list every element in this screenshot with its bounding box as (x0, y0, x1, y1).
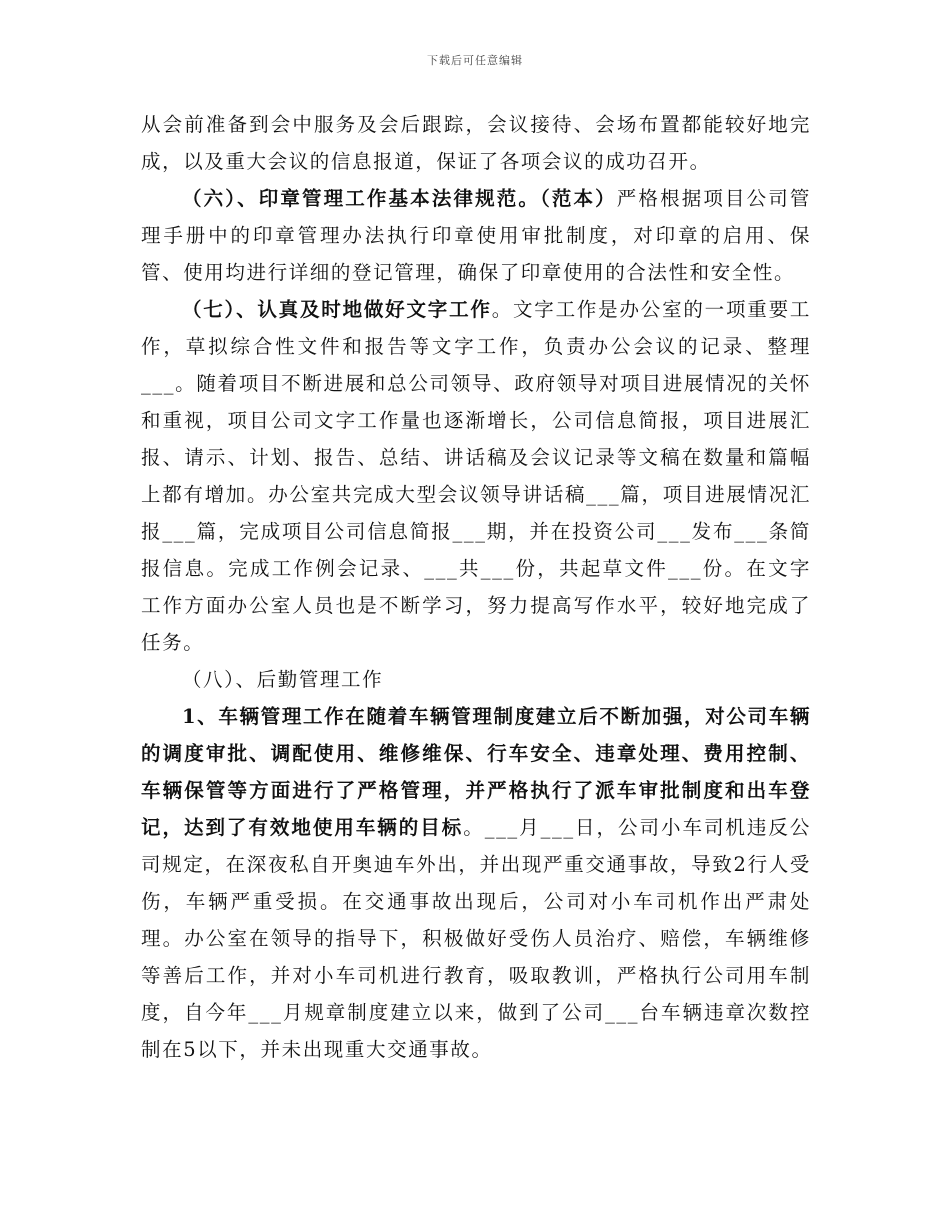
paragraph-text: 从会前准备到会中服务及会后跟踪，会议接待、会场布置都能较好地完成，以及重大会议的信息报道，保证了各项会议的成功召开。 (141, 113, 811, 173)
paragraph-heading: 1、车辆管理工作在随着车辆管理制度建立后不断加强，对公司车辆的调度审批、调配使用、维修维保、行车安全、违章处理、费用控制、车辆保管等方面进行了严格管理，并严格执行了派车审批制度和出车登记，达到了有效地使用车辆的目标 (141, 705, 811, 839)
paragraph-writing-work (141, 291, 811, 661)
page-header-note: 下载后可任意编辑 (427, 54, 523, 67)
paragraph-text: 严格根据项目公司管理手册中的印章管理办法执行印章使用审批制度，对印章的启用、保管、使用均进行详细的登记管理，确保了印章使用的合法性和安全性。 (141, 187, 811, 284)
paragraph-heading: （七）、认真及时地做好文字工作 (181, 298, 492, 321)
paragraph-heading: （六）、印章管理工作基本法律规范。（范本） (181, 187, 617, 210)
paragraph-text: （八）、后勤管理工作 (181, 668, 384, 691)
paragraph-text: 。文字工作是办公室的一项重要工作，草拟综合性文件和报告等文字工作，负责办公会议的记录、整理___。随着项目不断进展和总公司领导、政府领导对项目进展情况的关怀和重视，项目公司文字工作量也逐渐增长，公司信息简报，项目进展汇报、请示、计划、报告、总结、讲话稿及会议记录等文稿在数量和篇幅上都有增加。办公室共完成大型会议领导讲话稿___篇，项目进展情况汇报___篇，完成项目公司信息简报___期，并在投资公司___发布___条简报信息。完成工作例会记录、___共___份，共起草文件___份。在文字工作方面办公室人员也是不断学习，努力提高写作水平，较好地完成了任务。 (141, 298, 812, 654)
paragraph-seal-management (141, 180, 811, 291)
paragraph-vehicle-management (141, 698, 811, 1068)
section-heading-logistics (141, 661, 811, 698)
paragraph-text: 。___月___日，公司小车司机违反公司规定，在深夜私自开奥迪车外出，并出现严重交通事故，导致2行人受伤，车辆严重受损。在交通事故出现后，公司对小车司机作出严肃处理。办公室在领导的指导下，积极做好受伤人员治疗、赔偿，车辆维修等善后工作，并对小车司机进行教育，吸取教训，严格执行公司用车制度，自今年___月规章制度建立以来，做到了公司___台车辆违章次数控制在5以下，并未出现重大交通事故。 (141, 816, 811, 1061)
paragraph-meeting-service (141, 106, 811, 180)
document-body (141, 106, 811, 1068)
